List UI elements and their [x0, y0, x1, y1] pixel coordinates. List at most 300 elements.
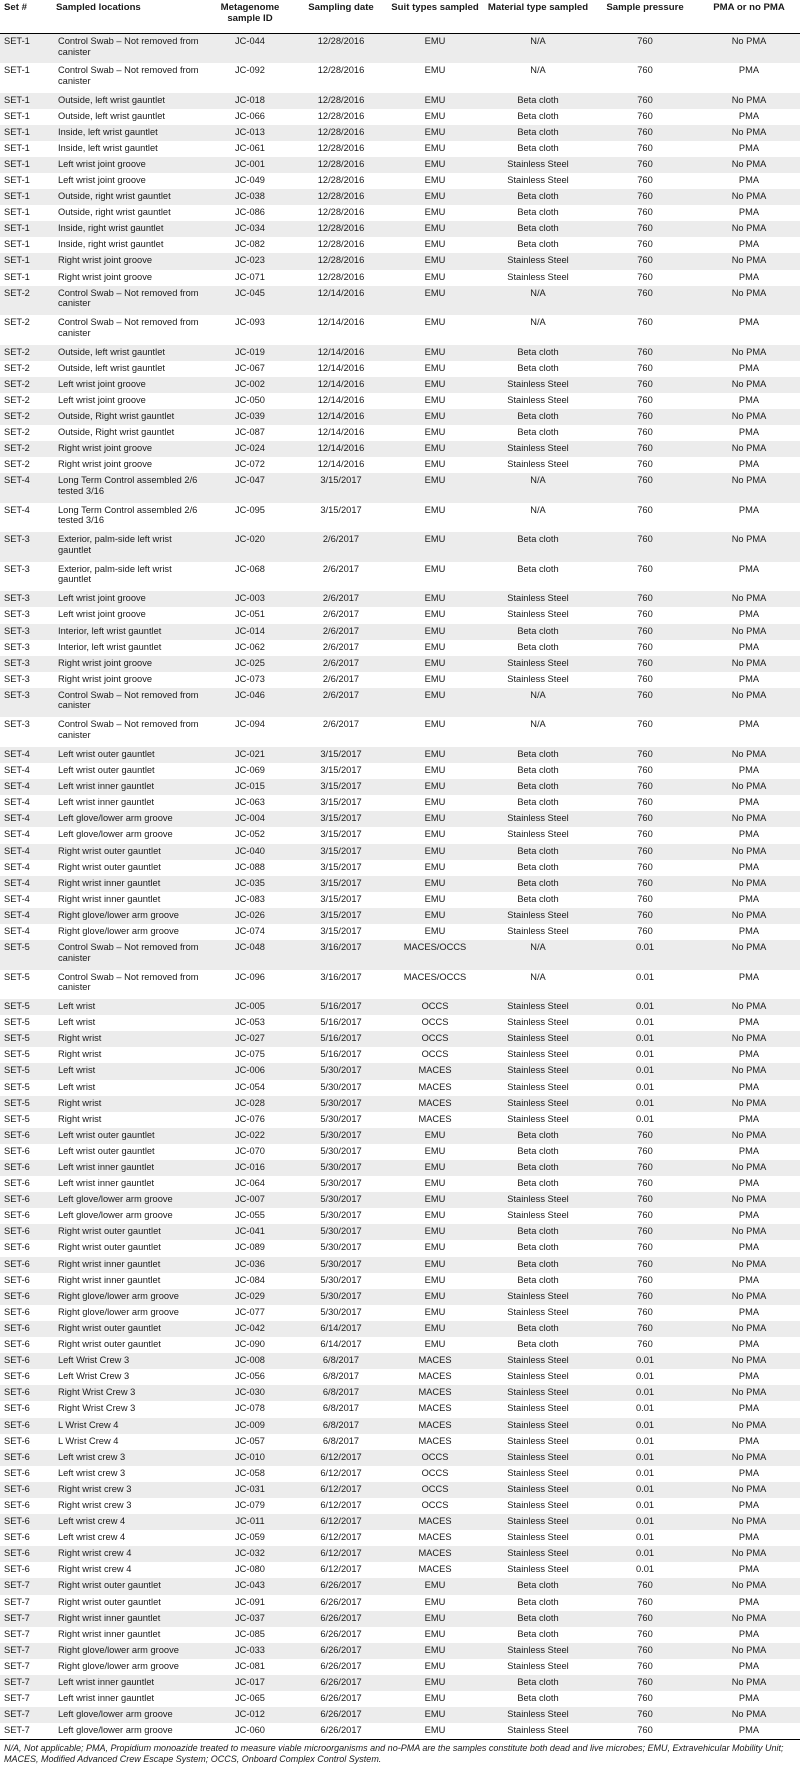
- sample-id-cell: JC-079: [235, 1499, 265, 1510]
- date-cell: 2/6/2017: [322, 625, 360, 636]
- suit-cell: EMU: [424, 797, 446, 808]
- sample-id-cell: JC-091: [235, 1596, 265, 1607]
- date-cell: 12/14/2016: [317, 317, 365, 328]
- table-row: [0, 999, 800, 1015]
- table-row: [0, 844, 800, 860]
- date-cell: 2/6/2017: [322, 563, 360, 574]
- date-cell: 12/14/2016: [317, 411, 365, 421]
- sample-id-cell: JC-086: [235, 207, 265, 218]
- suit-cell: EMU: [424, 609, 446, 620]
- set-cell: SET-5: [4, 942, 30, 953]
- date-cell: 12/14/2016: [317, 362, 365, 373]
- material-cell: Beta cloth: [517, 411, 559, 421]
- set-cell: SET-4: [4, 813, 30, 824]
- location-cell: Interior, left wrist gauntlet: [58, 625, 162, 636]
- pressure-cell: 760: [637, 191, 653, 202]
- pma-cell: No PMA: [731, 1194, 767, 1205]
- sample-id-cell: JC-050: [235, 394, 265, 405]
- pma-cell: PMA: [738, 893, 760, 904]
- sample-id-cell: JC-019: [235, 346, 265, 357]
- table-row: [0, 1530, 800, 1546]
- table-footnote: N/A, Not applicable; PMA, Propidium monoazide treated to measure viable microorganisms and no-PMA are the samples constitute both dead and live microbes; EMU, Extravehicular Mobility Unit; MACES, Modified Advanced Crew Escape System; OCCS, Onboard Complex Control System.: [4, 1742, 784, 1764]
- table-row: [0, 1047, 800, 1063]
- location-cell: Right Wrist Crew 3: [58, 1387, 136, 1398]
- location-cell: Inside, right wrist gauntlet: [58, 223, 164, 234]
- table-row: [0, 205, 800, 221]
- date-cell: 12/14/2016: [317, 427, 365, 438]
- sample-id-cell: JC-070: [235, 1145, 265, 1156]
- location-cell: Left wrist inner gauntlet: [58, 1162, 155, 1172]
- sample-id-cell: JC-095: [235, 504, 265, 515]
- pressure-cell: 0.01: [635, 1371, 655, 1382]
- suit-cell: EMU: [424, 1306, 446, 1317]
- col-header-pressure: Sample pressure: [592, 0, 698, 34]
- sample-id-cell: JC-085: [235, 1628, 265, 1639]
- pma-cell: No PMA: [731, 1709, 767, 1720]
- set-cell: SET-7: [4, 1677, 30, 1687]
- date-cell: 5/16/2017: [320, 1033, 362, 1044]
- suit-cell: EMU: [424, 657, 446, 668]
- date-cell: 3/15/2017: [320, 797, 362, 808]
- set-cell: SET-1: [4, 191, 30, 202]
- suit-cell: EMU: [424, 765, 446, 776]
- table-row: [0, 624, 800, 640]
- set-cell: SET-6: [4, 1371, 30, 1382]
- date-cell: 12/28/2016: [317, 255, 365, 266]
- material-cell: Stainless Steel: [484, 1723, 592, 1739]
- pma-cell: No PMA: [731, 1644, 767, 1655]
- set-cell: SET-6: [4, 1499, 30, 1510]
- suit-cell: EMU: [424, 1145, 446, 1156]
- pressure-cell: 760: [637, 1145, 653, 1156]
- date-cell: 12/14/2016: [317, 394, 365, 405]
- pressure-cell: 760: [637, 797, 653, 808]
- date-cell: 12/28/2016: [317, 94, 365, 105]
- pma-cell: PMA: [738, 110, 760, 121]
- suit-cell: MACES: [418, 1355, 452, 1366]
- date-cell: 12/28/2016: [317, 239, 365, 250]
- location-cell: Right wrist inner gauntlet: [58, 1274, 161, 1285]
- suit-cell: EMU: [424, 781, 446, 792]
- date-cell: 5/30/2017: [320, 1306, 362, 1317]
- table-row: [0, 1482, 800, 1498]
- sample-id-cell: JC-082: [235, 239, 265, 250]
- pma-cell: PMA: [738, 1467, 760, 1478]
- table-row: [0, 270, 800, 286]
- set-cell: SET-6: [4, 1419, 30, 1430]
- material-cell: Stainless Steel: [507, 673, 569, 684]
- pressure-cell: 760: [637, 1322, 653, 1333]
- table-row: [0, 1096, 800, 1112]
- pressure-cell: 760: [637, 563, 653, 574]
- suit-cell: EMU: [424, 1693, 446, 1704]
- table-row: [0, 345, 800, 361]
- table-row: [0, 763, 800, 779]
- location-cell: Left wrist joint groove: [58, 158, 146, 169]
- table-row: [0, 970, 800, 1000]
- location-cell: Left glove/lower arm groove: [58, 813, 173, 824]
- pressure-cell: 760: [637, 909, 653, 920]
- location-cell: Left wrist joint groove: [58, 609, 146, 620]
- material-cell: Stainless Steel: [507, 255, 569, 266]
- location-cell: Outside, left wrist gauntlet: [58, 346, 165, 357]
- material-cell: Stainless Steel: [507, 1097, 569, 1108]
- location-cell: Left wrist joint groove: [58, 394, 146, 405]
- location-cell: Left wrist outer gauntlet: [58, 748, 155, 759]
- sample-id-cell: JC-011: [235, 1516, 265, 1527]
- location-cell: Right wrist crew 4: [58, 1564, 132, 1575]
- pressure-cell: 760: [637, 126, 653, 137]
- material-cell: Stainless Steel: [507, 443, 569, 454]
- suit-cell: OCCS: [421, 1451, 449, 1462]
- material-cell: Stainless Steel: [507, 1419, 569, 1430]
- date-cell: 5/30/2017: [320, 1210, 362, 1221]
- material-cell: Beta cloth: [517, 1162, 559, 1172]
- location-cell: Left wrist: [58, 1017, 96, 1028]
- pma-cell: PMA: [738, 925, 760, 936]
- location-cell: Inside, right wrist gauntlet: [58, 239, 164, 250]
- table-row: [0, 1080, 800, 1096]
- suit-cell: OCCS: [421, 1033, 449, 1044]
- set-cell: SET-7: [4, 1612, 30, 1623]
- set-cell: SET-2: [4, 394, 30, 405]
- suit-cell: OCCS: [421, 1049, 449, 1060]
- location-cell: Right glove/lower arm groove: [58, 1660, 179, 1671]
- date-cell: 12/28/2016: [317, 271, 365, 282]
- suit-cell: EMU: [424, 1162, 446, 1172]
- set-cell: SET-5: [4, 1033, 30, 1044]
- table-row: [0, 1691, 800, 1707]
- table-row: [0, 747, 800, 763]
- set-cell: SET-6: [4, 1258, 30, 1269]
- material-cell: Beta cloth: [517, 362, 559, 373]
- location-cell: Left wrist joint groove: [58, 378, 146, 389]
- pressure-cell: 760: [637, 317, 653, 328]
- set-cell: SET-1: [4, 158, 30, 169]
- location-cell: Right wrist inner gauntlet: [58, 1612, 161, 1623]
- material-cell: Beta cloth: [517, 1596, 559, 1607]
- suit-cell: EMU: [424, 1580, 446, 1591]
- date-cell: 6/12/2017: [320, 1451, 362, 1462]
- date-cell: 3/16/2017: [320, 971, 362, 982]
- location-cell: Right wrist inner gauntlet: [58, 877, 161, 888]
- pma-cell: No PMA: [731, 1162, 767, 1172]
- pressure-cell: 760: [637, 845, 653, 856]
- material-cell: Beta cloth: [517, 1339, 559, 1350]
- location-cell: Right wrist: [58, 1049, 102, 1060]
- material-cell: Beta cloth: [517, 1242, 559, 1253]
- sample-id-cell: JC-002: [235, 378, 265, 389]
- suit-cell: MACES: [418, 1113, 452, 1124]
- pma-cell: No PMA: [731, 158, 767, 169]
- sample-id-cell: JC-080: [235, 1564, 265, 1575]
- sample-id-cell: JC-067: [235, 362, 265, 373]
- set-cell: SET-5: [4, 971, 30, 982]
- suit-cell: EMU: [424, 191, 446, 202]
- location-cell: Right wrist outer gauntlet: [58, 861, 161, 872]
- material-cell: Beta cloth: [517, 1258, 559, 1269]
- table-row: [0, 892, 800, 908]
- suit-cell: OCCS: [421, 1017, 449, 1028]
- location-cell: Control Swab – Not removed from canister: [58, 287, 199, 309]
- suit-cell: EMU: [424, 625, 446, 636]
- pressure-cell: 0.01: [635, 1049, 655, 1060]
- location-cell: Left glove/lower arm groove: [58, 1194, 173, 1205]
- date-cell: 6/12/2017: [320, 1516, 362, 1527]
- table-row: [0, 1192, 800, 1208]
- material-cell: Beta cloth: [517, 1628, 559, 1639]
- table-row: [0, 640, 800, 656]
- suit-cell: OCCS: [421, 1483, 449, 1494]
- date-cell: 5/30/2017: [320, 1081, 362, 1092]
- table-row: [0, 125, 800, 141]
- pressure-cell: 760: [637, 427, 653, 438]
- table-row: [0, 315, 800, 345]
- material-cell: Stainless Steel: [507, 1483, 569, 1494]
- suit-cell: EMU: [424, 255, 446, 266]
- table-row: [0, 173, 800, 189]
- sample-id-cell: JC-012: [235, 1709, 265, 1720]
- sample-id-cell: JC-022: [235, 1129, 265, 1140]
- location-cell: Control Swab – Not removed from canister: [58, 65, 199, 86]
- date-cell: 6/8/2017: [322, 1403, 360, 1414]
- suit-cell: MACES: [418, 1387, 452, 1398]
- table-row: [0, 1611, 800, 1627]
- material-cell: Stainless Steel: [507, 378, 569, 389]
- pressure-cell: 760: [637, 1162, 653, 1172]
- suit-cell: MACES/OCCS: [403, 971, 467, 982]
- table-row: [0, 672, 800, 688]
- location-cell: Right wrist joint groove: [58, 271, 153, 282]
- sample-id-cell: JC-034: [235, 223, 265, 234]
- date-cell: 12/14/2016: [317, 443, 365, 454]
- date-cell: 3/15/2017: [320, 925, 362, 936]
- date-cell: 5/16/2017: [320, 1049, 362, 1060]
- date-cell: 12/28/2016: [317, 207, 365, 218]
- sample-id-cell: JC-057: [235, 1435, 265, 1446]
- sample-id-cell: JC-014: [235, 625, 265, 636]
- location-cell: Left glove/lower arm groove: [58, 1709, 173, 1720]
- table-row: [0, 409, 800, 425]
- set-cell: SET-1: [4, 271, 30, 282]
- table-row: [0, 1031, 800, 1047]
- pressure-cell: 760: [637, 255, 653, 266]
- location-cell: Inside, left wrist gauntlet: [58, 142, 158, 153]
- date-cell: 6/8/2017: [322, 1419, 360, 1430]
- location-cell: Control Swab – Not removed from canister: [58, 942, 199, 963]
- col-header-pma: PMA or no PMA: [698, 0, 800, 34]
- suit-cell: EMU: [386, 1723, 484, 1739]
- pma-cell: PMA: [738, 1306, 760, 1317]
- suit-cell: MACES: [418, 1532, 452, 1543]
- suit-cell: EMU: [424, 142, 446, 153]
- material-cell: Stainless Steel: [507, 1194, 569, 1205]
- location-cell: Left wrist joint groove: [58, 174, 146, 185]
- table-row: [0, 1578, 800, 1594]
- material-cell: N/A: [530, 65, 546, 75]
- pressure-cell: 0.01: [635, 1113, 655, 1124]
- table-row: [0, 393, 800, 409]
- material-cell: Beta cloth: [517, 797, 559, 808]
- pma-cell: PMA: [738, 1660, 760, 1671]
- date-cell: 6/26/2017: [320, 1580, 362, 1591]
- material-cell: Beta cloth: [517, 1274, 559, 1285]
- material-cell: Stainless Steel: [507, 925, 569, 936]
- date-cell: 6/26/2017: [320, 1709, 362, 1720]
- sample-id-cell: JC-013: [235, 126, 265, 137]
- material-cell: Stainless Steel: [507, 813, 569, 824]
- table-row: [0, 1434, 800, 1450]
- pma-cell: No PMA: [731, 378, 767, 389]
- pma-cell: PMA: [738, 1693, 760, 1704]
- table-row: [0, 1015, 800, 1031]
- pma-cell: PMA: [738, 829, 760, 840]
- sample-id-cell: JC-074: [235, 925, 265, 936]
- sample-id-cell: JC-059: [235, 1532, 265, 1543]
- location-cell: Right wrist inner gauntlet: [58, 1628, 161, 1639]
- pma-cell: No PMA: [731, 1483, 767, 1494]
- pressure-cell: 760: [637, 765, 653, 776]
- set-cell: SET-3: [4, 625, 30, 636]
- suit-cell: EMU: [424, 1178, 446, 1189]
- pma-cell: No PMA: [731, 287, 767, 298]
- suit-cell: EMU: [424, 1677, 446, 1687]
- material-cell: Beta cloth: [517, 1129, 559, 1140]
- date-cell: 6/14/2017: [320, 1322, 362, 1333]
- sample-id-cell: JC-066: [235, 110, 265, 121]
- pma-cell: No PMA: [731, 657, 767, 668]
- material-cell: Beta cloth: [517, 207, 559, 218]
- sample-id-cell: JC-028: [235, 1097, 265, 1108]
- pressure-cell: 760: [637, 1290, 653, 1301]
- location-cell: Right wrist outer gauntlet: [58, 1226, 161, 1237]
- table-row: [0, 1353, 800, 1369]
- pma-cell: No PMA: [731, 1097, 767, 1108]
- table-row: [0, 1063, 800, 1079]
- date-cell: 2/6/2017: [322, 593, 360, 604]
- pma-cell: No PMA: [731, 475, 767, 486]
- location-cell: Left glove/lower arm groove: [52, 1723, 204, 1739]
- sample-id-cell: JC-058: [235, 1467, 265, 1478]
- sample-id-cell: JC-048: [235, 942, 265, 953]
- pressure-cell: 760: [637, 1210, 653, 1221]
- pma-cell: PMA: [738, 673, 760, 684]
- material-cell: Stainless Steel: [507, 1660, 569, 1671]
- set-cell: SET-6: [4, 1306, 30, 1317]
- pressure-cell: 760: [637, 813, 653, 824]
- set-cell: SET-5: [4, 1113, 30, 1124]
- suit-cell: EMU: [424, 893, 446, 904]
- set-cell: SET-3: [4, 593, 30, 604]
- date-cell: 12/28/2016: [317, 142, 365, 153]
- suit-cell: EMU: [424, 459, 446, 470]
- set-cell: SET-3: [4, 534, 30, 545]
- suit-cell: EMU: [424, 65, 446, 75]
- pressure-cell: 760: [637, 346, 653, 357]
- suit-cell: EMU: [424, 443, 446, 454]
- material-cell: Stainless Steel: [507, 158, 569, 169]
- sample-id-cell: JC-071: [235, 271, 265, 282]
- pressure-cell: 760: [637, 239, 653, 250]
- location-cell: Left glove/lower arm groove: [58, 1210, 173, 1221]
- set-cell: SET-6: [4, 1226, 30, 1237]
- suit-cell: EMU: [424, 719, 446, 730]
- sample-id-cell: JC-029: [235, 1290, 265, 1301]
- material-cell: Beta cloth: [517, 893, 559, 904]
- date-cell: 2/6/2017: [322, 689, 360, 700]
- pma-cell: PMA: [738, 641, 760, 652]
- pma-cell: PMA: [738, 1242, 760, 1253]
- pressure-cell: 0.01: [635, 1499, 655, 1510]
- pma-cell: PMA: [738, 1596, 760, 1607]
- table-row: [0, 109, 800, 125]
- pressure-cell: 760: [637, 1339, 653, 1350]
- table-body: [0, 34, 800, 1740]
- pma-cell: PMA: [738, 1532, 760, 1543]
- table-row: [0, 473, 800, 503]
- sample-id-cell: JC-061: [235, 142, 265, 153]
- date-cell: 6/12/2017: [320, 1548, 362, 1559]
- sample-id-cell: JC-020: [235, 534, 265, 545]
- material-cell: Beta cloth: [517, 427, 559, 438]
- pressure-cell: 760: [637, 1226, 653, 1237]
- sample-id-cell: JC-062: [235, 641, 265, 652]
- location-cell: Left wrist joint groove: [58, 593, 146, 604]
- pma-cell: No PMA: [731, 223, 767, 234]
- material-cell: Beta cloth: [517, 1226, 559, 1237]
- set-cell: SET-2: [4, 427, 30, 438]
- pressure-cell: 760: [637, 877, 653, 888]
- set-cell: SET-6: [4, 1274, 30, 1285]
- date-cell: 3/15/2017: [320, 909, 362, 920]
- pma-cell: PMA: [738, 1210, 760, 1221]
- pressure-cell: 760: [637, 287, 653, 298]
- set-cell: SET-7: [4, 1596, 30, 1607]
- material-cell: Beta cloth: [517, 1612, 559, 1623]
- set-cell: SET-6: [4, 1387, 30, 1398]
- table-row: [0, 1273, 800, 1289]
- table-row: [0, 811, 800, 827]
- suit-cell: MACES: [418, 1403, 452, 1414]
- pma-cell: No PMA: [731, 1387, 767, 1398]
- set-cell: SET-7: [4, 1660, 30, 1671]
- col-header-sample-id: Metagenome sample ID: [204, 0, 296, 34]
- location-cell: Left wrist outer gauntlet: [58, 765, 155, 776]
- location-cell: Outside, right wrist gauntlet: [58, 191, 171, 202]
- pressure-cell: 760: [637, 223, 653, 234]
- table-row: [0, 827, 800, 843]
- material-cell: Stainless Steel: [507, 1306, 569, 1317]
- location-cell: Left wrist: [58, 1081, 96, 1092]
- pressure-cell: 0.01: [635, 942, 655, 953]
- date-cell: 12/28/2016: [317, 191, 365, 202]
- sample-id-cell: JC-003: [235, 593, 265, 604]
- pressure-cell: 0.01: [635, 1532, 655, 1543]
- material-cell: N/A: [530, 971, 546, 982]
- suit-cell: EMU: [424, 174, 446, 185]
- material-cell: Beta cloth: [517, 861, 559, 872]
- table-row: [0, 1337, 800, 1353]
- set-cell: SET-6: [4, 1548, 30, 1559]
- date-cell: 3/15/2017: [320, 861, 362, 872]
- set-cell: SET-2: [4, 287, 30, 298]
- pma-cell: PMA: [738, 1081, 760, 1092]
- set-cell: SET-6: [4, 1483, 30, 1494]
- material-cell: Beta cloth: [517, 1693, 559, 1704]
- pressure-cell: 760: [637, 673, 653, 684]
- material-cell: Stainless Steel: [507, 1467, 569, 1478]
- location-cell: Right wrist inner gauntlet: [58, 1258, 161, 1269]
